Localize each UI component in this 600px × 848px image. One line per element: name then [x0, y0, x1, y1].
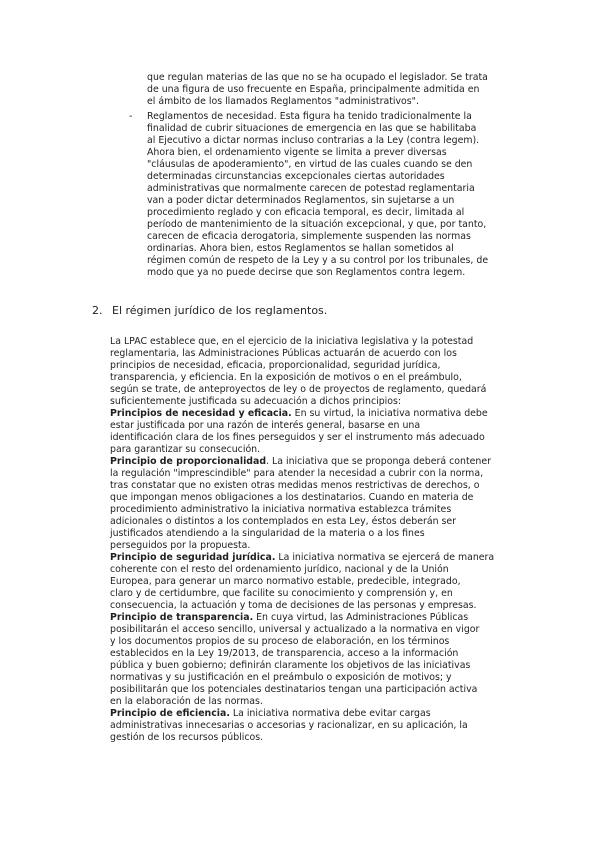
- principle-heading: Principio de transparencia.: [110, 612, 254, 623]
- lpac-line: según se trate, de anteproyectos de ley o de proyectos de reglamento, quedará: [110, 384, 487, 395]
- necesidad-line: procedimiento reglado y con eficacia temporal, es decir, limitada al: [147, 207, 465, 218]
- principle-line: estar justificada por una razón de interés general, basarse en una: [110, 420, 421, 431]
- intro-paragraph: [147, 72, 488, 108]
- necesidad-line: administrativas que normalmente carecen de potestad reglamentaria: [147, 183, 475, 194]
- principle-line: identificación clara de los fines perseguidos y ser el instrumento más adecuado: [110, 432, 485, 443]
- principle-first-line: [110, 612, 494, 624]
- principle-line: justificados atendiendo a la singularidad de la materia o a los fines: [110, 528, 425, 539]
- necesidad-line: "cláusulas de apoderamiento", en virtud de las cuales cuando se den: [147, 159, 473, 170]
- principle-first-line: [110, 456, 494, 468]
- principle-line: para garantizar su consecución.: [110, 444, 261, 455]
- intro-line: que regulan materias de las que no se ha ocupado el legislador. Se trata: [147, 72, 488, 83]
- lpac-line: reglamentaria, las Administraciones Públicas actuarán de acuerdo con los: [110, 348, 457, 359]
- lpac-body: [110, 336, 494, 744]
- principle-text: En su virtud, la iniciativa normativa debe: [291, 408, 488, 419]
- principle-line: perseguidos por la propuesta.: [110, 540, 251, 551]
- principle-line: adicionales o distintos a los contemplados en esta Ley, éstos deberán ser: [110, 516, 457, 527]
- section-number: 2.: [92, 304, 103, 317]
- lpac-line: transparencia, y eficiencia. En la exposición de motivos o en el preámbulo,: [110, 372, 462, 383]
- principle-line: consecuencia, la actuación y toma de decisiones de las personas y empresas.: [110, 600, 477, 611]
- principle-heading: Principios de necesidad y eficacia.: [110, 408, 292, 419]
- necesidad-line: al Ejecutivo a dictar normas incluso contrarias a la Ley (contra legem).: [147, 135, 480, 146]
- necesidad-line: ordinarias. Ahora bien, estos Reglamentos se hallan sometidos al: [147, 243, 454, 254]
- principle-line: gestión de los recursos públicos.: [110, 732, 264, 743]
- necesidad-line: Ahora bien, el ordenamiento vigente se limita a prever diversas: [147, 147, 447, 158]
- principle-line: tras constatar que no existen otras medidas menos restrictivas de derechos, o: [110, 480, 480, 491]
- necesidad-line: van a poder dictar determinados Reglamentos, sin sujetarse a un: [147, 195, 455, 206]
- necesidad-item: [147, 111, 488, 279]
- section-title: El régimen jurídico de los reglamentos.: [112, 304, 328, 317]
- principle-first-line: [110, 708, 494, 720]
- principle-line: procedimiento administrativo la iniciativa normativa establezca trámites: [110, 504, 452, 515]
- principle-line: que impongan menos obligaciones a los destinatarios. Cuando en materia de: [110, 492, 474, 503]
- principle-heading: Principio de eficiencia.: [110, 708, 230, 719]
- principle-line: en la elaboración de las normas.: [110, 696, 263, 707]
- necesidad-line: modo que ya no puede decirse que son Reglamentos contra legem.: [147, 267, 466, 278]
- principle-line: normativas y su justificación en el preámbulo o exposición de motivos; y: [110, 672, 452, 683]
- principle-heading: Principio de seguridad jurídica.: [110, 552, 276, 563]
- principle-line: posibilitarán el acceso sencillo, universal y actualizado a la normativa en vigor: [110, 624, 480, 635]
- principle-line: claro y de certidumbre, que facilite su conocimiento y comprensión y, en: [110, 588, 453, 599]
- lpac-line: La LPAC establece que, en el ejercicio de la iniciativa legislativa y la potestad: [110, 336, 474, 347]
- principle-text: En cuya virtud, las Administraciones Públicas: [253, 612, 469, 623]
- necesidad-line: régimen común de respeto de la Ley y a su control por los tribunales, de: [147, 255, 489, 266]
- lpac-line: suficientemente justificada su adecuación a dichos principios:: [110, 396, 402, 407]
- necesidad-line: período de mantenimiento de la situación excepcional, y que, por tanto,: [147, 219, 487, 230]
- necesidad-line: determinadas circunstancias excepcionales ciertas autoridades: [147, 171, 445, 182]
- principle-first-line: [110, 408, 494, 420]
- principle-line: administrativas innecesarias o accesorias y racionalizar, en su aplicación, la: [110, 720, 468, 731]
- intro-line: el ámbito de los llamados Reglamentos "administrativos".: [147, 96, 419, 107]
- principle-heading: Principio de proporcionalidad: [110, 456, 267, 467]
- principle-text: . La iniciativa que se proponga deberá contener: [266, 456, 491, 467]
- principle-line: pública y buen gobierno; definirán claramente los objetivos de las iniciativas: [110, 660, 471, 671]
- necesidad-line: Reglamentos de necesidad. Esta figura ha tenido tradicionalmente la: [147, 111, 472, 122]
- principle-line: establecidos en la Ley 19/2013, de transparencia, acceso a la información: [110, 648, 459, 659]
- section-heading: [92, 304, 327, 318]
- principle-first-line: [110, 552, 494, 564]
- list-bullet: -: [129, 111, 133, 122]
- lpac-line: principios de necesidad, eficacia, proporcionalidad, seguridad jurídica,: [110, 360, 441, 371]
- intro-line: de una figura de uso frecuente en España, principalmente admitida en: [147, 84, 480, 95]
- principle-line: posibilitarán que los potenciales destinatarios tengan una participación activa: [110, 684, 478, 695]
- principle-line: coherente con el resto del ordenamiento jurídico, nacional y de la Unión: [110, 564, 449, 575]
- principle-text: La iniciativa normativa se ejercerá de manera: [275, 552, 495, 563]
- principle-line: y los documentos propios de su proceso de elaboración, en los términos: [110, 636, 450, 647]
- principle-line: Europea, para generar un marco normativo estable, predecible, integrado,: [110, 576, 461, 587]
- necesidad-line: finalidad de cubrir situaciones de emergencia en las que se habilitaba: [147, 123, 477, 134]
- principle-text: La iniciativa normativa debe evitar cargas: [229, 708, 431, 719]
- necesidad-line: carecen de eficacia derogatoria, simplemente suspenden las normas: [147, 231, 471, 242]
- principle-line: la regulación "imprescindible" para atender la necesidad a cubrir con la norma,: [110, 468, 484, 479]
